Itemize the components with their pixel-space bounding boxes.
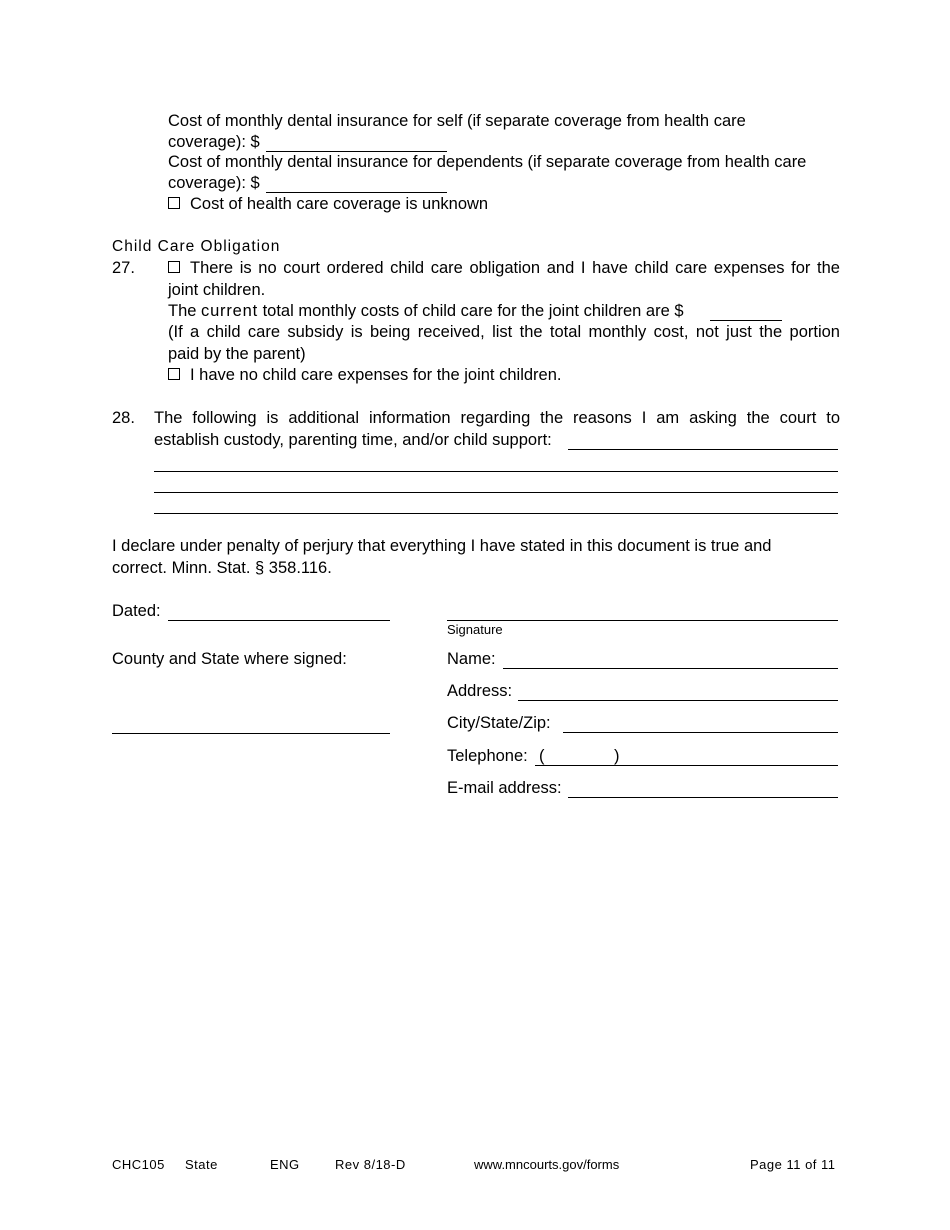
declaration-line2: correct. Minn. Stat. § 358.116. (112, 559, 332, 577)
declaration-line1: I declare under penalty of perjury that everything I have stated in this document is true and (112, 537, 772, 555)
subsidy-note-line2: paid by the parent) (168, 345, 306, 363)
additional-info-line1: The following is additional information regarding the reasons I am asking the court to (154, 409, 840, 427)
name-input[interactable] (503, 668, 838, 669)
email-label: E-mail address: (447, 779, 562, 797)
monthly-costs-text (168, 302, 684, 321)
no-court-order-text: There is no court ordered child care obligation and I have child care expenses for the (190, 259, 840, 277)
footer-language: ENG (270, 1157, 300, 1172)
additional-info-input-2[interactable] (154, 471, 838, 472)
dated-input[interactable] (168, 620, 390, 621)
child-care-heading: Child Care Obligation (112, 238, 281, 255)
additional-info-line2: establish custody, parenting time, and/or child support: (154, 431, 552, 449)
subsidy-note-line1: (If a child care subsidy is being received, list the total monthly cost, not just the portion (168, 323, 840, 341)
no-court-order-checkbox[interactable] (168, 261, 180, 273)
address-input[interactable] (518, 700, 838, 701)
signature-input[interactable] (447, 620, 838, 621)
monthly-costs-prefix: The (168, 302, 197, 320)
city-state-zip-input[interactable] (563, 732, 838, 733)
telephone-input[interactable] (535, 765, 838, 766)
additional-info-input-1[interactable] (568, 449, 838, 450)
dental-dependents-input[interactable] (266, 192, 447, 193)
item-28-number: 28. (112, 409, 135, 427)
additional-info-input-4[interactable] (154, 513, 838, 514)
cost-unknown-label: Cost of health care coverage is unknown (190, 195, 489, 213)
footer-revision: Rev 8/18-D (335, 1157, 406, 1172)
monthly-costs-current: current (201, 302, 258, 320)
county-state-label: County and State where signed: (112, 650, 347, 668)
dental-dependents-label: coverage): $ (168, 174, 260, 192)
footer-page-number: Page 11 of 11 (750, 1157, 836, 1172)
no-court-order-text-cont: joint children. (168, 281, 266, 299)
no-child-care-option[interactable] (168, 366, 561, 385)
address-label: Address: (447, 682, 513, 700)
signature-label: Signature (447, 622, 503, 637)
item-27-number: 27. (112, 259, 135, 277)
footer-state: State (185, 1157, 218, 1172)
dental-dependents-text: Cost of monthly dental insurance for dependents (if separate coverage from health care (168, 153, 807, 171)
county-state-input[interactable] (112, 733, 390, 734)
name-label: Name: (447, 650, 496, 668)
dental-self-label: coverage): $ (168, 133, 260, 151)
cost-unknown-checkbox[interactable] (168, 197, 180, 209)
phone-area-open: ( (539, 747, 545, 765)
phone-area-close: ) (614, 747, 620, 765)
footer-url[interactable]: www.mncourts.gov/forms (474, 1157, 620, 1172)
no-child-care-label: I have no child care expenses for the joint children. (190, 366, 562, 384)
email-input[interactable] (568, 797, 838, 798)
dental-self-text: Cost of monthly dental insurance for self (if separate coverage from health care (168, 112, 746, 130)
telephone-label: Telephone: (447, 747, 528, 765)
monthly-costs-input[interactable] (710, 320, 782, 321)
dental-self-input[interactable] (266, 151, 447, 152)
additional-info-input-3[interactable] (154, 492, 838, 493)
monthly-costs-suffix: total monthly costs of child care for the joint children are $ (262, 302, 684, 320)
city-state-zip-label: City/State/Zip: (447, 714, 551, 732)
footer-form-id: CHC105 (112, 1157, 165, 1172)
cost-unknown-option[interactable] (168, 195, 488, 214)
no-court-order-option[interactable] (168, 259, 840, 278)
dated-label: Dated: (112, 602, 161, 620)
no-child-care-checkbox[interactable] (168, 368, 180, 380)
